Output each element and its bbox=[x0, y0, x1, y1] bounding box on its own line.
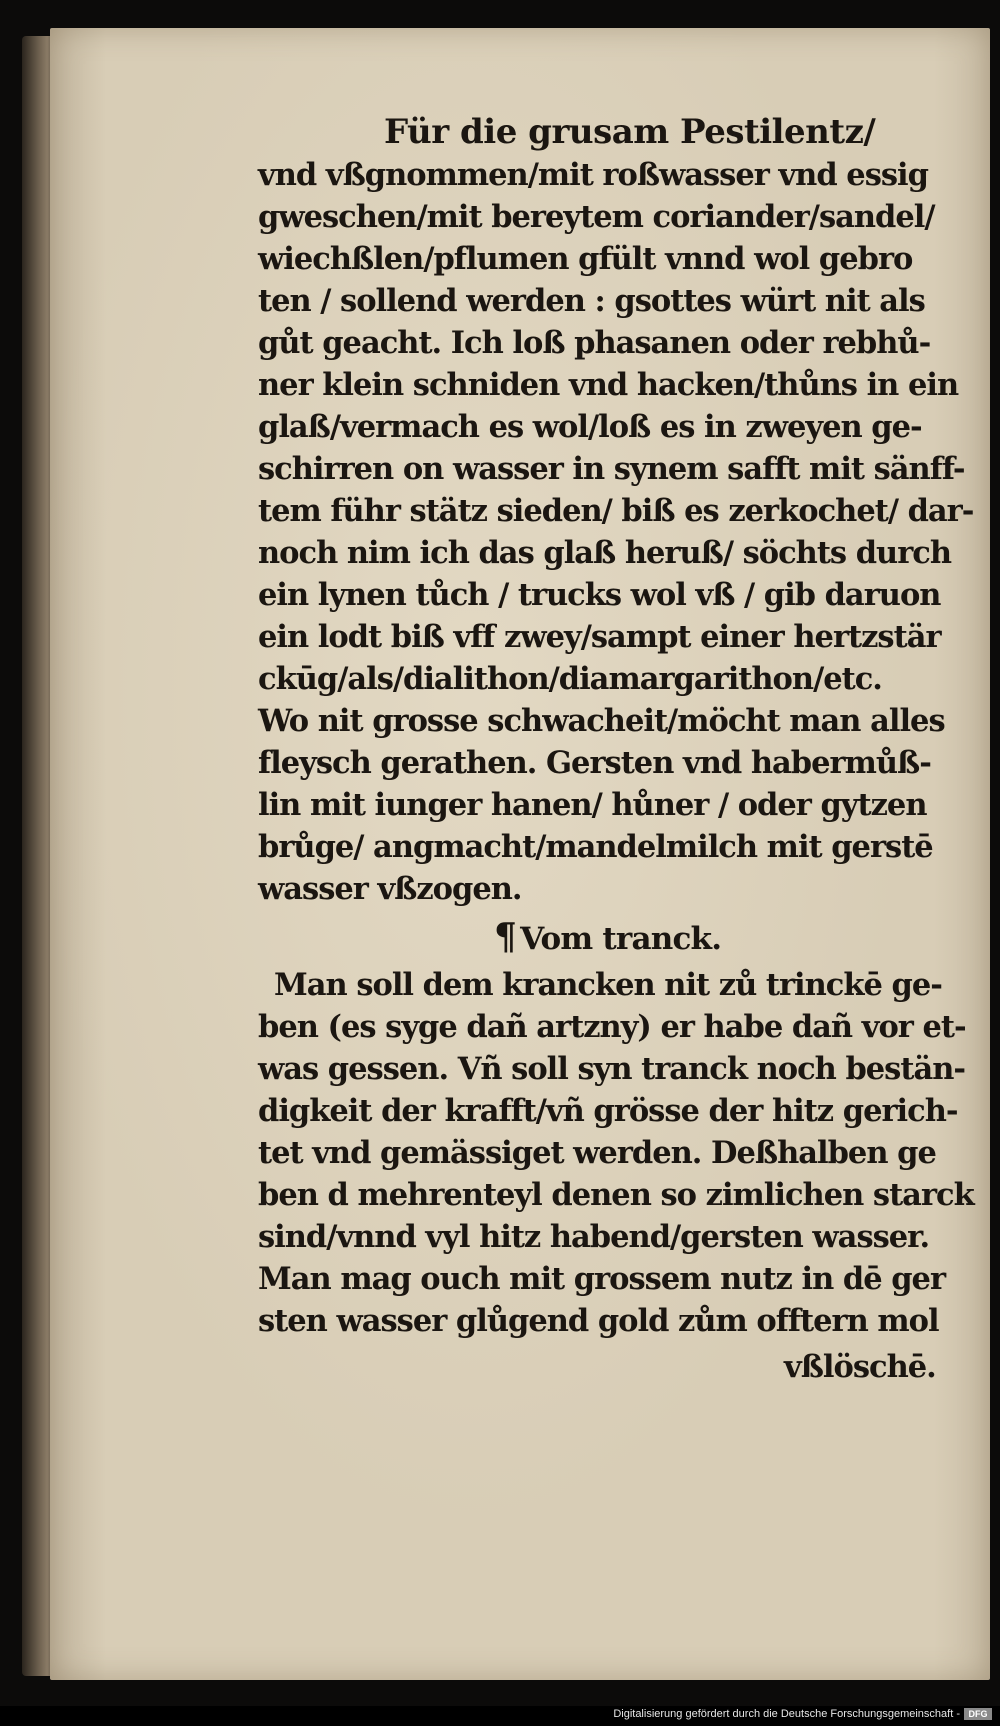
body-line: tem führ stätz sieden/ biß es zerkochet/ dar- bbox=[258, 493, 974, 529]
body-line: ein lodt biß vff zwey/sampt einer hertzstär bbox=[258, 619, 941, 655]
dfg-logo: DFG bbox=[964, 1708, 992, 1720]
section-line: Man mag ouch mit grossem nutz in dē ger bbox=[258, 1261, 946, 1297]
body-line: ckūg/als/dialithon/diamargarithon/etc. bbox=[258, 661, 882, 697]
section-line: tet vnd gemässiget werden. Deßhalben ge bbox=[258, 1135, 936, 1171]
section-line: was gessen. Vñ soll syn tranck noch bestän- bbox=[258, 1051, 966, 1087]
body-line: schirren on wasser in synem safft mit sänff- bbox=[258, 451, 965, 487]
section-line: digkeit der krafft/vñ grösse der hitz gerich- bbox=[258, 1093, 958, 1129]
pilcrow-mark: ¶ bbox=[494, 916, 517, 958]
section-heading-text: Vom tranck. bbox=[520, 921, 722, 957]
running-head: Für die grusam Pestilentz/ bbox=[384, 112, 876, 152]
body-line: Wo nit grosse schwacheit/möcht man alles bbox=[258, 703, 945, 739]
section-line: ben d mehrenteyl denen so zimlichen starck bbox=[258, 1177, 974, 1213]
section-line: ben (es syge dañ artzny) er habe dañ vor et- bbox=[258, 1009, 966, 1045]
section-line: sten wasser glůgend gold zům offtern mol bbox=[258, 1303, 939, 1339]
body-line: wiechßlen/pflumen gfült vnnd wol gebro bbox=[258, 241, 913, 277]
section-heading bbox=[494, 916, 721, 958]
body-line: gweschen/mit bereytem coriander/sandel/ bbox=[258, 199, 935, 235]
section-line: sind/vnnd vyl hitz habend/gersten wasser. bbox=[258, 1219, 930, 1255]
body-line: fleysch gerathen. Gersten vnd habermůß- bbox=[258, 745, 931, 781]
body-line: noch nim ich das glaß heruß/ söchts durch bbox=[258, 535, 952, 571]
body-line: glaß/vermach es wol/loß es in zweyen ge- bbox=[258, 409, 922, 445]
body-line: ten / sollend werden : gsottes würt nit als bbox=[258, 283, 925, 319]
body-line: ner klein schniden vnd hacken/thůns in ein bbox=[258, 367, 959, 403]
body-line: brůge/ angmacht/mandelmilch mit gerstē bbox=[258, 829, 933, 865]
digitization-credit: Digitalisierung gefördert durch die Deutsche Forschungsgemeinschaft - bbox=[613, 1708, 960, 1720]
body-line: gůt geacht. Ich loß phasanen oder rebhů- bbox=[258, 325, 931, 361]
body-line: wasser vßzogen. bbox=[258, 871, 522, 907]
body-line: lin mit iunger hanen/ hůner / oder gytzen bbox=[258, 787, 927, 823]
section-line: Man soll dem krancken nit zů trinckē ge- bbox=[274, 967, 942, 1003]
body-line: vnd vßgnommen/mit roßwasser vnd essig bbox=[258, 157, 928, 193]
body-line: ein lynen tůch / trucks wol vß / gib daruon bbox=[258, 577, 941, 613]
final-word: vßlöschē. bbox=[784, 1349, 936, 1385]
